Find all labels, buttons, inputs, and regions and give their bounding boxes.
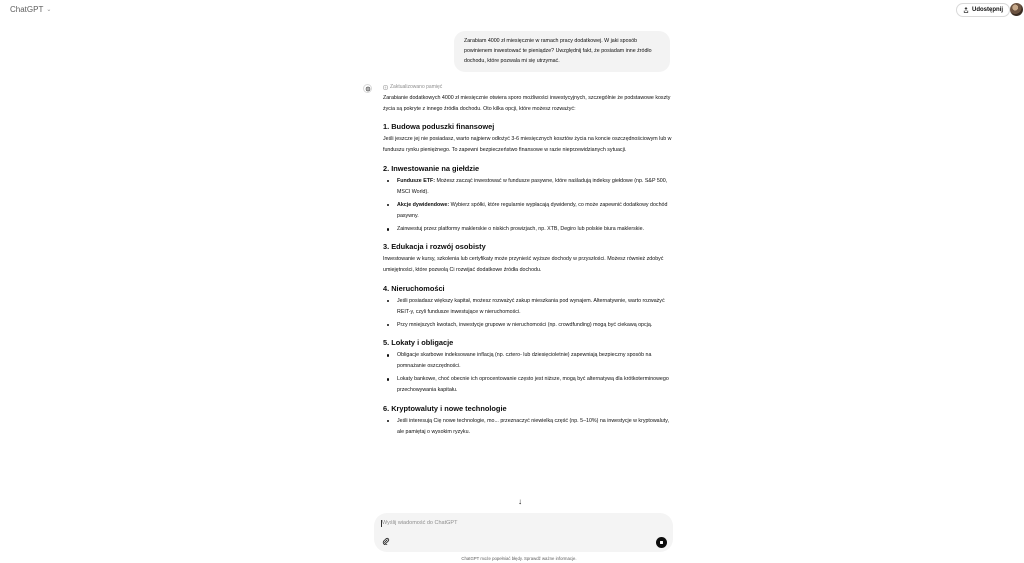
app-title: ChatGPT	[10, 5, 44, 14]
memory-note-text: Zaktualizowano pamięć	[390, 84, 443, 90]
memory-updated-note[interactable]	[383, 84, 673, 90]
memory-icon	[383, 85, 388, 90]
openai-logo-icon	[363, 84, 372, 93]
section-heading: 1. Budowa poduszki finansowej	[383, 122, 495, 132]
share-button-label: Udostępnij	[972, 7, 1003, 13]
list-item: Fundusze ETF: Możesz zacząć inwestować w fundusze pasywne, które naśladują indeksy giełdowe (np. S&P 500, MSCI World).	[383, 176, 673, 198]
section-heading: 5. Lokaty i obligacje	[383, 337, 454, 347]
list-item: Akcje dywidendowe: Wybierz spółki, które regularnie wypłacają dywidendy, co może zapewnić dodatkowy dochód pasywny.	[383, 200, 673, 222]
scroll-down-button[interactable]	[514, 495, 526, 507]
paperclip-icon[interactable]	[382, 537, 390, 545]
list-item: Przy mniejszych kwotach, inwestycje grupowe w nieruchomości (np. crowdfunding) mogą być ciekawą opcją.	[383, 320, 673, 331]
bullet-list	[383, 296, 673, 331]
stop-button[interactable]	[656, 537, 667, 548]
section-paragraph: Inwestowanie w kursy, szkolenia lub certyfikaty może przynieść wyższe dochody w przyszłości. Możesz również zdobyć umiejętności, które pozwolą Ci rozwijać dodatkowe źródła dochodu.	[383, 256, 664, 274]
list-item: Jeśli interesują Cię nowe technologie, mo... przeznaczyć niewielką część (np. 5–10%) na inwestycje w kryptowaluty, ale pamiętaj o wysokim ryzyku.	[383, 416, 673, 438]
section-heading: 3. Edukacja i rozwój osobisty	[383, 242, 486, 252]
stop-icon	[660, 541, 664, 545]
list-item: Obligacje skarbowe indeksowane inflacją (np. cztero- lub dziesięcioletnie) zapewniają bezpieczny sposób na pomnażanie oszczędności.	[383, 350, 673, 372]
list-item: Jeśli posiadasz większy kapitał, możesz rozważyć zakup mieszkania pod wynajem. Alternatywnie, warto rozważyć REIT-y, czyli fundusze inwestujące w nieruchomości.	[383, 296, 673, 318]
list-item: Zainwestuj przez platformy maklerskie o niskich prowizjach, np. XTB, Degiro lub polskie biura maklerskie.	[383, 224, 673, 235]
list-item: Lokaty bankowe, choć obecnie ich oprocentowanie często jest niższe, mogą być alternatywą dla krótkoterminowego przechowywania kapitału.	[383, 374, 673, 396]
bullet-list	[383, 350, 673, 396]
section-heading: 2. Inwestowanie na giełdzie	[383, 163, 480, 173]
section-paragraph: Jeśli jeszcze jej nie posiadasz, warto najpierw odłożyć 3-6 miesięcznych kosztów życia na koncie oszczędnościowym lub w funduszu rynku pieniężnego. To zapewni bezpieczeństwo finansowe w razie nieprzewidzianych sytuacji.	[383, 136, 672, 154]
bullet-list	[383, 416, 673, 438]
share-button[interactable]	[956, 3, 1010, 17]
assistant-message	[383, 84, 673, 440]
user-message: Zarabiam 4000 zł miesięcznie w ramach pracy dodatkowej. W jaki sposób powinienem inwestować te pieniądze? Uwzględnij fakt, że posiadam inne źródło dochodu, które pozwala mi się utrzymać.	[454, 31, 670, 72]
chevron-down-icon: ⌄	[46, 7, 52, 13]
top-bar	[0, 0, 1024, 22]
model-selector[interactable]	[10, 5, 51, 14]
avatar[interactable]	[1010, 3, 1023, 16]
intro-paragraph: Zarabianie dodatkowych 4000 zł miesięcznie otwiera sporo możliwości inwestycyjnych, szczególnie że podstawowe koszty życia są pokryte z innego źródła dochodu. Oto kilka opcji, które możesz rozważyć:	[383, 95, 671, 113]
share-icon	[963, 7, 969, 13]
footer-disclaimer: ChatGPT może popełniać błędy. Sprawdź ważne informacje.	[461, 556, 577, 561]
bullet-list	[383, 176, 673, 236]
section-heading: 6. Kryptowaluty i nowe technologie	[383, 403, 507, 413]
message-input[interactable]: Wyślij wiadomość do ChatGPT	[382, 520, 458, 526]
section-heading: 4. Nieruchomości	[383, 283, 445, 293]
message-composer[interactable]	[374, 513, 673, 552]
arrow-down-icon: ↓	[518, 496, 522, 506]
